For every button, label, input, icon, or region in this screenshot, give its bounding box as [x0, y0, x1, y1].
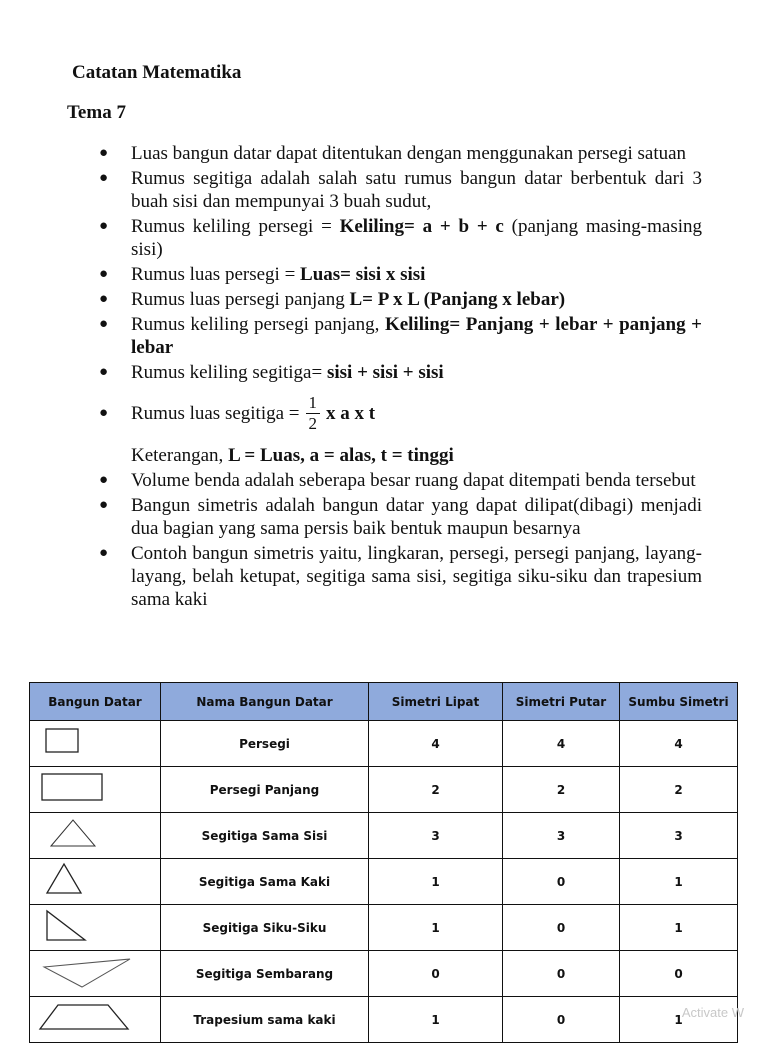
- header-simetri-lipat: Simetri Lipat: [369, 683, 503, 721]
- bullet-icon: ●: [99, 364, 109, 380]
- isosceles-triangle-icon: [30, 859, 161, 901]
- bullet-icon: ●: [99, 266, 109, 282]
- watermark-text: Activate W: [681, 1005, 744, 1020]
- bullet-icon: ●: [99, 472, 109, 488]
- formula-note: Keterangan, L = Luas, a = alas, t = tinggi: [131, 445, 454, 466]
- bullet-icon: ●: [99, 545, 109, 561]
- table-row: Trapesium sama kaki 1 0 1: [30, 997, 738, 1043]
- bullet-icon: ●: [99, 218, 109, 234]
- list-item: ● Rumus segitiga adalah salah satu rumus bangun datar berbentuk dari 3 buah sisi dan mempunyai 3 buah sudut,: [99, 168, 702, 212]
- rectangle-icon: [30, 767, 161, 809]
- table-row: Segitiga Siku-Siku 1 0 1: [30, 905, 738, 951]
- document-subtitle: Tema 7: [67, 102, 126, 123]
- list-item: ● Luas bangun datar dapat ditentukan dengan menggunakan persegi satuan: [99, 143, 687, 164]
- header-nama-bangun: Nama Bangun Datar: [161, 683, 369, 721]
- square-icon: [30, 721, 161, 763]
- symmetry-table: [29, 682, 738, 1043]
- table-row: Persegi 4 4 4: [30, 721, 738, 767]
- right-triangle-icon: [30, 905, 161, 947]
- table-row: Segitiga Sama Sisi 3 3 3: [30, 813, 738, 859]
- list-item: ● Rumus luas segitiga = $\frac{1}{2}$ x a x t: [99, 392, 376, 433]
- list-item: ● Rumus keliling persegi = Keliling= a + b + c (panjang masing-masing sisi): [99, 216, 703, 260]
- bullet-icon: ●: [99, 170, 109, 186]
- list-item: ● Volume benda adalah seberapa besar ruang dapat ditempati benda tersebut: [99, 470, 696, 491]
- bullet-icon: ●: [99, 405, 109, 421]
- scalene-triangle-icon: [30, 951, 161, 993]
- header-simetri-putar: Simetri Putar: [503, 683, 620, 721]
- list-item: ● Rumus keliling segitiga= sisi + sisi + sisi: [99, 362, 444, 383]
- table-row: Segitiga Sembarang 0 0 0: [30, 951, 738, 997]
- bullet-icon: ●: [99, 291, 109, 307]
- header-sumbu-simetri: Sumbu Simetri: [620, 683, 738, 721]
- bullet-icon: ●: [99, 316, 109, 332]
- list-item: ● Contoh bangun simetris yaitu, lingkaran, persegi, persegi panjang, layang-layang, belah ketupat, segitiga sama sisi, segitiga siku-siku dan trapesium sama kaki: [99, 543, 702, 610]
- isosceles-trapezoid-icon: [30, 997, 161, 1039]
- notes-list: [95, 142, 702, 613]
- bullet-icon: ●: [99, 145, 109, 161]
- header-bangun-datar: Bangun Datar: [30, 683, 161, 721]
- list-item: ● Bangun simetris adalah bangun datar yang dapat dilipat(dibagi) menjadi dua bagian yang sama persis baik bentuk maupun besarnya: [99, 495, 702, 539]
- bullet-icon: ●: [99, 497, 109, 513]
- equilateral-triangle-icon: [30, 813, 161, 855]
- fraction: $\frac{1}{2}$: [306, 393, 321, 434]
- list-item: ● Rumus luas persegi panjang L= P x L (Panjang x lebar): [99, 289, 566, 310]
- list-item: ● Rumus keliling persegi panjang, Keliling= Panjang + lebar + panjang + lebar: [99, 314, 703, 358]
- table-row: Segitiga Sama Kaki 1 0 1: [30, 859, 738, 905]
- table-header-row: [30, 683, 738, 721]
- table-row: Persegi Panjang 2 2 2: [30, 767, 738, 813]
- document-title: Catatan Matematika: [72, 62, 242, 83]
- list-item: ● Rumus luas persegi = Luas= sisi x sisi: [99, 264, 426, 285]
